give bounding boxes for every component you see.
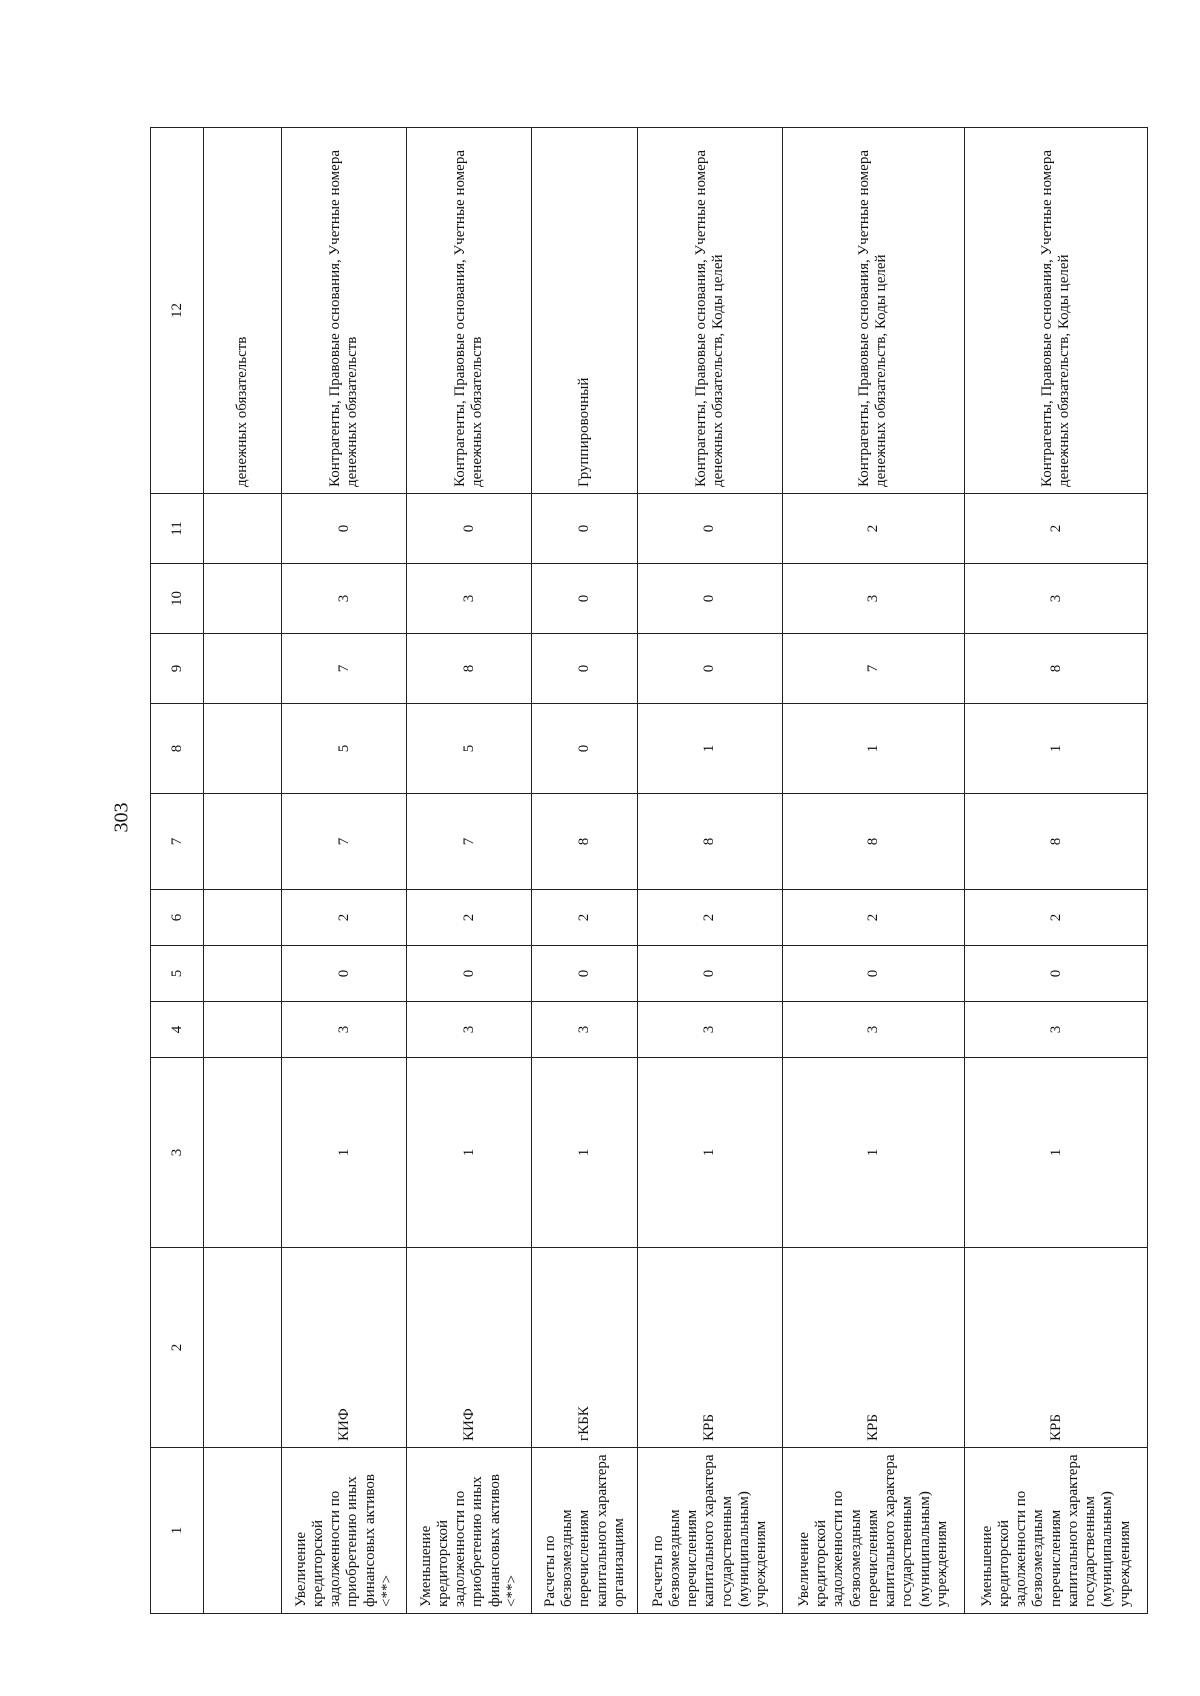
row-code: КИФ xyxy=(407,1248,532,1448)
cell-col5: 0 xyxy=(965,946,1148,1002)
cell-col3: 1 xyxy=(282,1058,407,1248)
cell xyxy=(204,704,282,794)
col-header-10: 10 xyxy=(151,564,204,634)
table-row xyxy=(638,128,782,1614)
table-header-rows xyxy=(151,128,282,1614)
cell-col9: 7 xyxy=(282,634,407,704)
row-code: КРБ xyxy=(965,1248,1148,1448)
row-name: Уменьшение кредиторской задолженности по безвозмездным перечислениям капитального характера государственным (муниципальным) учреждениям xyxy=(965,1448,1148,1614)
cell-col8: 5 xyxy=(407,704,532,794)
cell-col8: 1 xyxy=(965,704,1148,794)
cell xyxy=(204,946,282,1002)
row-code: КРБ xyxy=(638,1248,782,1448)
cell-col6: 2 xyxy=(407,890,532,946)
cell xyxy=(204,1002,282,1058)
row-name: Уменьшение кредиторской задолженности по приобретению иных финансовых активов <**> xyxy=(407,1448,532,1614)
accounts-register-table xyxy=(150,127,1148,1614)
cell xyxy=(204,634,282,704)
col-header-1: 1 xyxy=(151,1448,204,1614)
row-name: Расчеты по безвозмездным перечислениям капитального характера государственным (муниципальным) учреждениям xyxy=(638,1448,782,1614)
cell-col4: 3 xyxy=(407,1002,532,1058)
table-body xyxy=(282,128,1148,1614)
cell-col9: 7 xyxy=(782,634,965,704)
continuation-attributes: денежных обязательств xyxy=(204,128,282,494)
cell-col10: 0 xyxy=(638,564,782,634)
row-attributes: Контрагенты, Правовые основания, Учетные номера денежных обязательств, Коды целей xyxy=(782,128,965,494)
row-name: Расчеты по безвозмездным перечислениям капитального характера организациям xyxy=(532,1448,638,1614)
row-attributes: Контрагенты, Правовые основания, Учетные номера денежных обязательств, Коды целей xyxy=(965,128,1148,494)
cell-col8: 5 xyxy=(282,704,407,794)
cell-col3: 1 xyxy=(532,1058,638,1248)
row-attributes: Группировочный xyxy=(532,128,638,494)
cell-col9: 8 xyxy=(965,634,1148,704)
cell-col7: 8 xyxy=(782,794,965,890)
row-attributes: Контрагенты, Правовые основания, Учетные номера денежных обязательств xyxy=(407,128,532,494)
cell-col6: 2 xyxy=(638,890,782,946)
table-row xyxy=(407,128,532,1614)
row-code: гКБК xyxy=(532,1248,638,1448)
col-header-11: 11 xyxy=(151,494,204,564)
cell-col6: 2 xyxy=(782,890,965,946)
cell-col5: 0 xyxy=(407,946,532,1002)
cell-col6: 2 xyxy=(965,890,1148,946)
cell-col4: 3 xyxy=(638,1002,782,1058)
column-number-row xyxy=(151,128,204,1614)
cell-col4: 3 xyxy=(282,1002,407,1058)
col-header-5: 5 xyxy=(151,946,204,1002)
col-header-12: 12 xyxy=(151,128,204,494)
col-header-4: 4 xyxy=(151,1002,204,1058)
cell-col11: 0 xyxy=(532,494,638,564)
col-header-6: 6 xyxy=(151,890,204,946)
rotated-table-container xyxy=(150,128,1148,1614)
page-number: 303 xyxy=(110,802,133,833)
cell xyxy=(204,1058,282,1248)
row-code: КИФ xyxy=(282,1248,407,1448)
cell-col9: 0 xyxy=(532,634,638,704)
cell-col7: 8 xyxy=(638,794,782,890)
col-header-7: 7 xyxy=(151,794,204,890)
cell-col6: 2 xyxy=(532,890,638,946)
row-name: Увеличение кредиторской задолженности по безвозмездным перечислениям капитального характера государственным (муниципальным) учреждениям xyxy=(782,1448,965,1614)
cell-col9: 0 xyxy=(638,634,782,704)
cell-col11: 0 xyxy=(407,494,532,564)
cell-col10: 3 xyxy=(407,564,532,634)
cell-col4: 3 xyxy=(965,1002,1148,1058)
col-header-3: 3 xyxy=(151,1058,204,1248)
col-header-9: 9 xyxy=(151,634,204,704)
cell xyxy=(204,794,282,890)
cell-col7: 7 xyxy=(282,794,407,890)
cell-col8: 1 xyxy=(782,704,965,794)
cell-col5: 0 xyxy=(638,946,782,1002)
row-attributes: Контрагенты, Правовые основания, Учетные номера денежных обязательств xyxy=(282,128,407,494)
col-header-8: 8 xyxy=(151,704,204,794)
row-name: Увеличение кредиторской задолженности по приобретению иных финансовых активов <**> xyxy=(282,1448,407,1614)
cell-col11: 2 xyxy=(965,494,1148,564)
cell-col4: 3 xyxy=(782,1002,965,1058)
cell-col8: 1 xyxy=(638,704,782,794)
cell xyxy=(204,890,282,946)
cell-col10: 3 xyxy=(282,564,407,634)
col-header-2: 2 xyxy=(151,1248,204,1448)
table-row xyxy=(532,128,638,1614)
cell-col10: 3 xyxy=(782,564,965,634)
cell-col4: 3 xyxy=(532,1002,638,1058)
cell-col10: 0 xyxy=(532,564,638,634)
cell xyxy=(204,494,282,564)
cell xyxy=(204,1448,282,1614)
table-row xyxy=(282,128,407,1614)
cell-col7: 8 xyxy=(532,794,638,890)
cell-col11: 0 xyxy=(638,494,782,564)
cell-col10: 3 xyxy=(965,564,1148,634)
cell-col3: 1 xyxy=(965,1058,1148,1248)
table-row xyxy=(965,128,1148,1614)
cell-col11: 2 xyxy=(782,494,965,564)
cell-col8: 0 xyxy=(532,704,638,794)
cell-col9: 8 xyxy=(407,634,532,704)
continuation-row xyxy=(204,128,282,1614)
row-attributes: Контрагенты, Правовые основания, Учетные номера денежных обязательств, Коды целей xyxy=(638,128,782,494)
cell-col7: 8 xyxy=(965,794,1148,890)
cell-col5: 0 xyxy=(782,946,965,1002)
cell-col3: 1 xyxy=(407,1058,532,1248)
cell-col11: 0 xyxy=(282,494,407,564)
table-row xyxy=(782,128,965,1614)
cell xyxy=(204,564,282,634)
cell-col6: 2 xyxy=(282,890,407,946)
row-code: КРБ xyxy=(782,1248,965,1448)
cell-col7: 7 xyxy=(407,794,532,890)
cell-col5: 0 xyxy=(532,946,638,1002)
cell xyxy=(204,1248,282,1448)
cell-col5: 0 xyxy=(282,946,407,1002)
cell-col3: 1 xyxy=(638,1058,782,1248)
cell-col3: 1 xyxy=(782,1058,965,1248)
